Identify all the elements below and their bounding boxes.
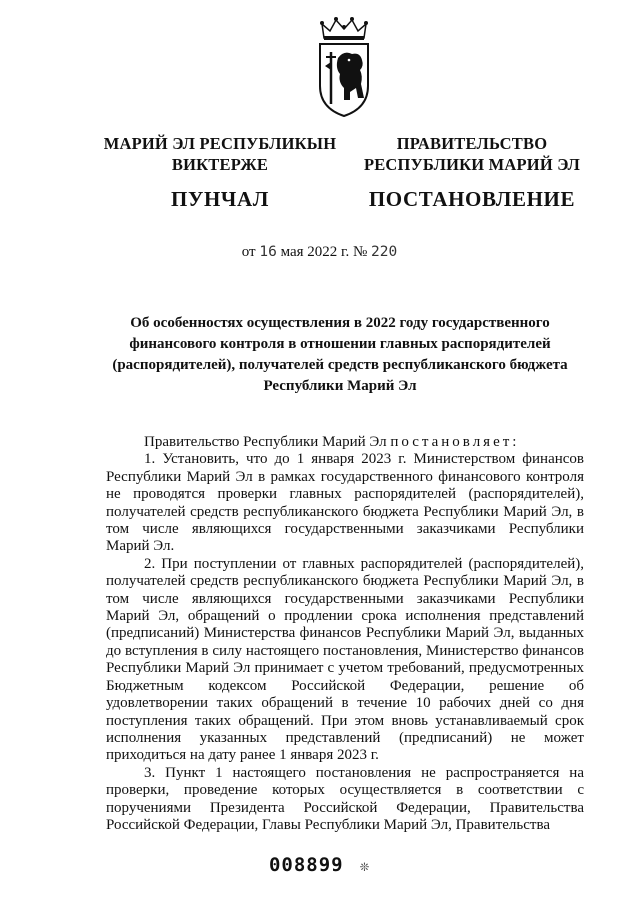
intro-resolves: постановляет: [390, 434, 520, 450]
serial-number-footer [0, 854, 639, 876]
coat-of-arms-icon [316, 14, 372, 118]
intro-text: Правительство Республики Марий Эл [144, 434, 387, 450]
header-left [95, 133, 345, 211]
paragraph-2: 2. При поступлении от главных распорядителей (распорядителей), получателей средств республиканского бюджета Республики Марий Эл, в том числе являющихся государственными заказчиками Республики Марий Эл, обращений о продлении срока исполнения представлений (предписаний) Министерства финансов Республики Марий Эл, выданных до вступления в силу настоящего постановления, Министерство финансов Республики Марий Эл принимает с учетом требований, предусмотренных Бюджетным кодексом Российской Федерации, решение об удовлетворении таких обращений в течение 10 рабочих дней со дня поступления таких обращений. При этом вновь устанавливаемый срок исполнения указанных представлений (предписаний) не может приходиться на дату ранее 1 января 2023 г. [106, 555, 584, 764]
header-right-line2: РЕСПУБЛИКИ МАРИЙ ЭЛ [363, 155, 581, 174]
document-number: 220 [371, 244, 398, 260]
document-title: Об особенностях осуществления в 2022 году государственного финансового контроля в отношении главных распорядителей (распорядителей), получателей средств республиканского бюджета Республики Марий Эл [112, 315, 568, 394]
header-left-line2: ВИКТЕРЖЕ [171, 155, 269, 174]
date-line [0, 244, 639, 261]
intro-paragraph [106, 434, 584, 451]
document-body [106, 434, 584, 834]
paragraph-1: 1. Установить, что до 1 января 2023 г. Министерством финансов Республики Марий Эл в рамках государственного финансового контроля не проводятся проверки главных распорядителей (распорядителей), получателей средств республиканского бюджета Республики Марий Эл, в том числе являющихся государственными заказчиками Республики Марий Эл. [106, 451, 584, 555]
date-day: 16 [259, 244, 277, 260]
ornament-icon: ❊ [360, 857, 371, 875]
date-month-year: мая 2022 г. № [280, 244, 368, 260]
header-left-line1: МАРИЙ ЭЛ РЕСПУБЛИКЫН [103, 134, 337, 153]
header-right-doc-type: ПОСТАНОВЛЕНИЕ [368, 187, 576, 211]
date-prefix: от [241, 244, 256, 260]
paragraph-3: 3. Пункт 1 настоящего постановления не распространяется на проверки, проведение которых осуществляется в соответствии с поручениями Президента Российской Федерации, Правительства Российской Федерации, Главы Республики Марий Эл, Правительства [106, 764, 584, 833]
serial-number: 008899 [268, 854, 344, 876]
header-left-doc-type: ПУНЧАЛ [171, 187, 269, 211]
header-right [356, 133, 588, 211]
header-right-line1: ПРАВИТЕЛЬСТВО [396, 134, 548, 153]
